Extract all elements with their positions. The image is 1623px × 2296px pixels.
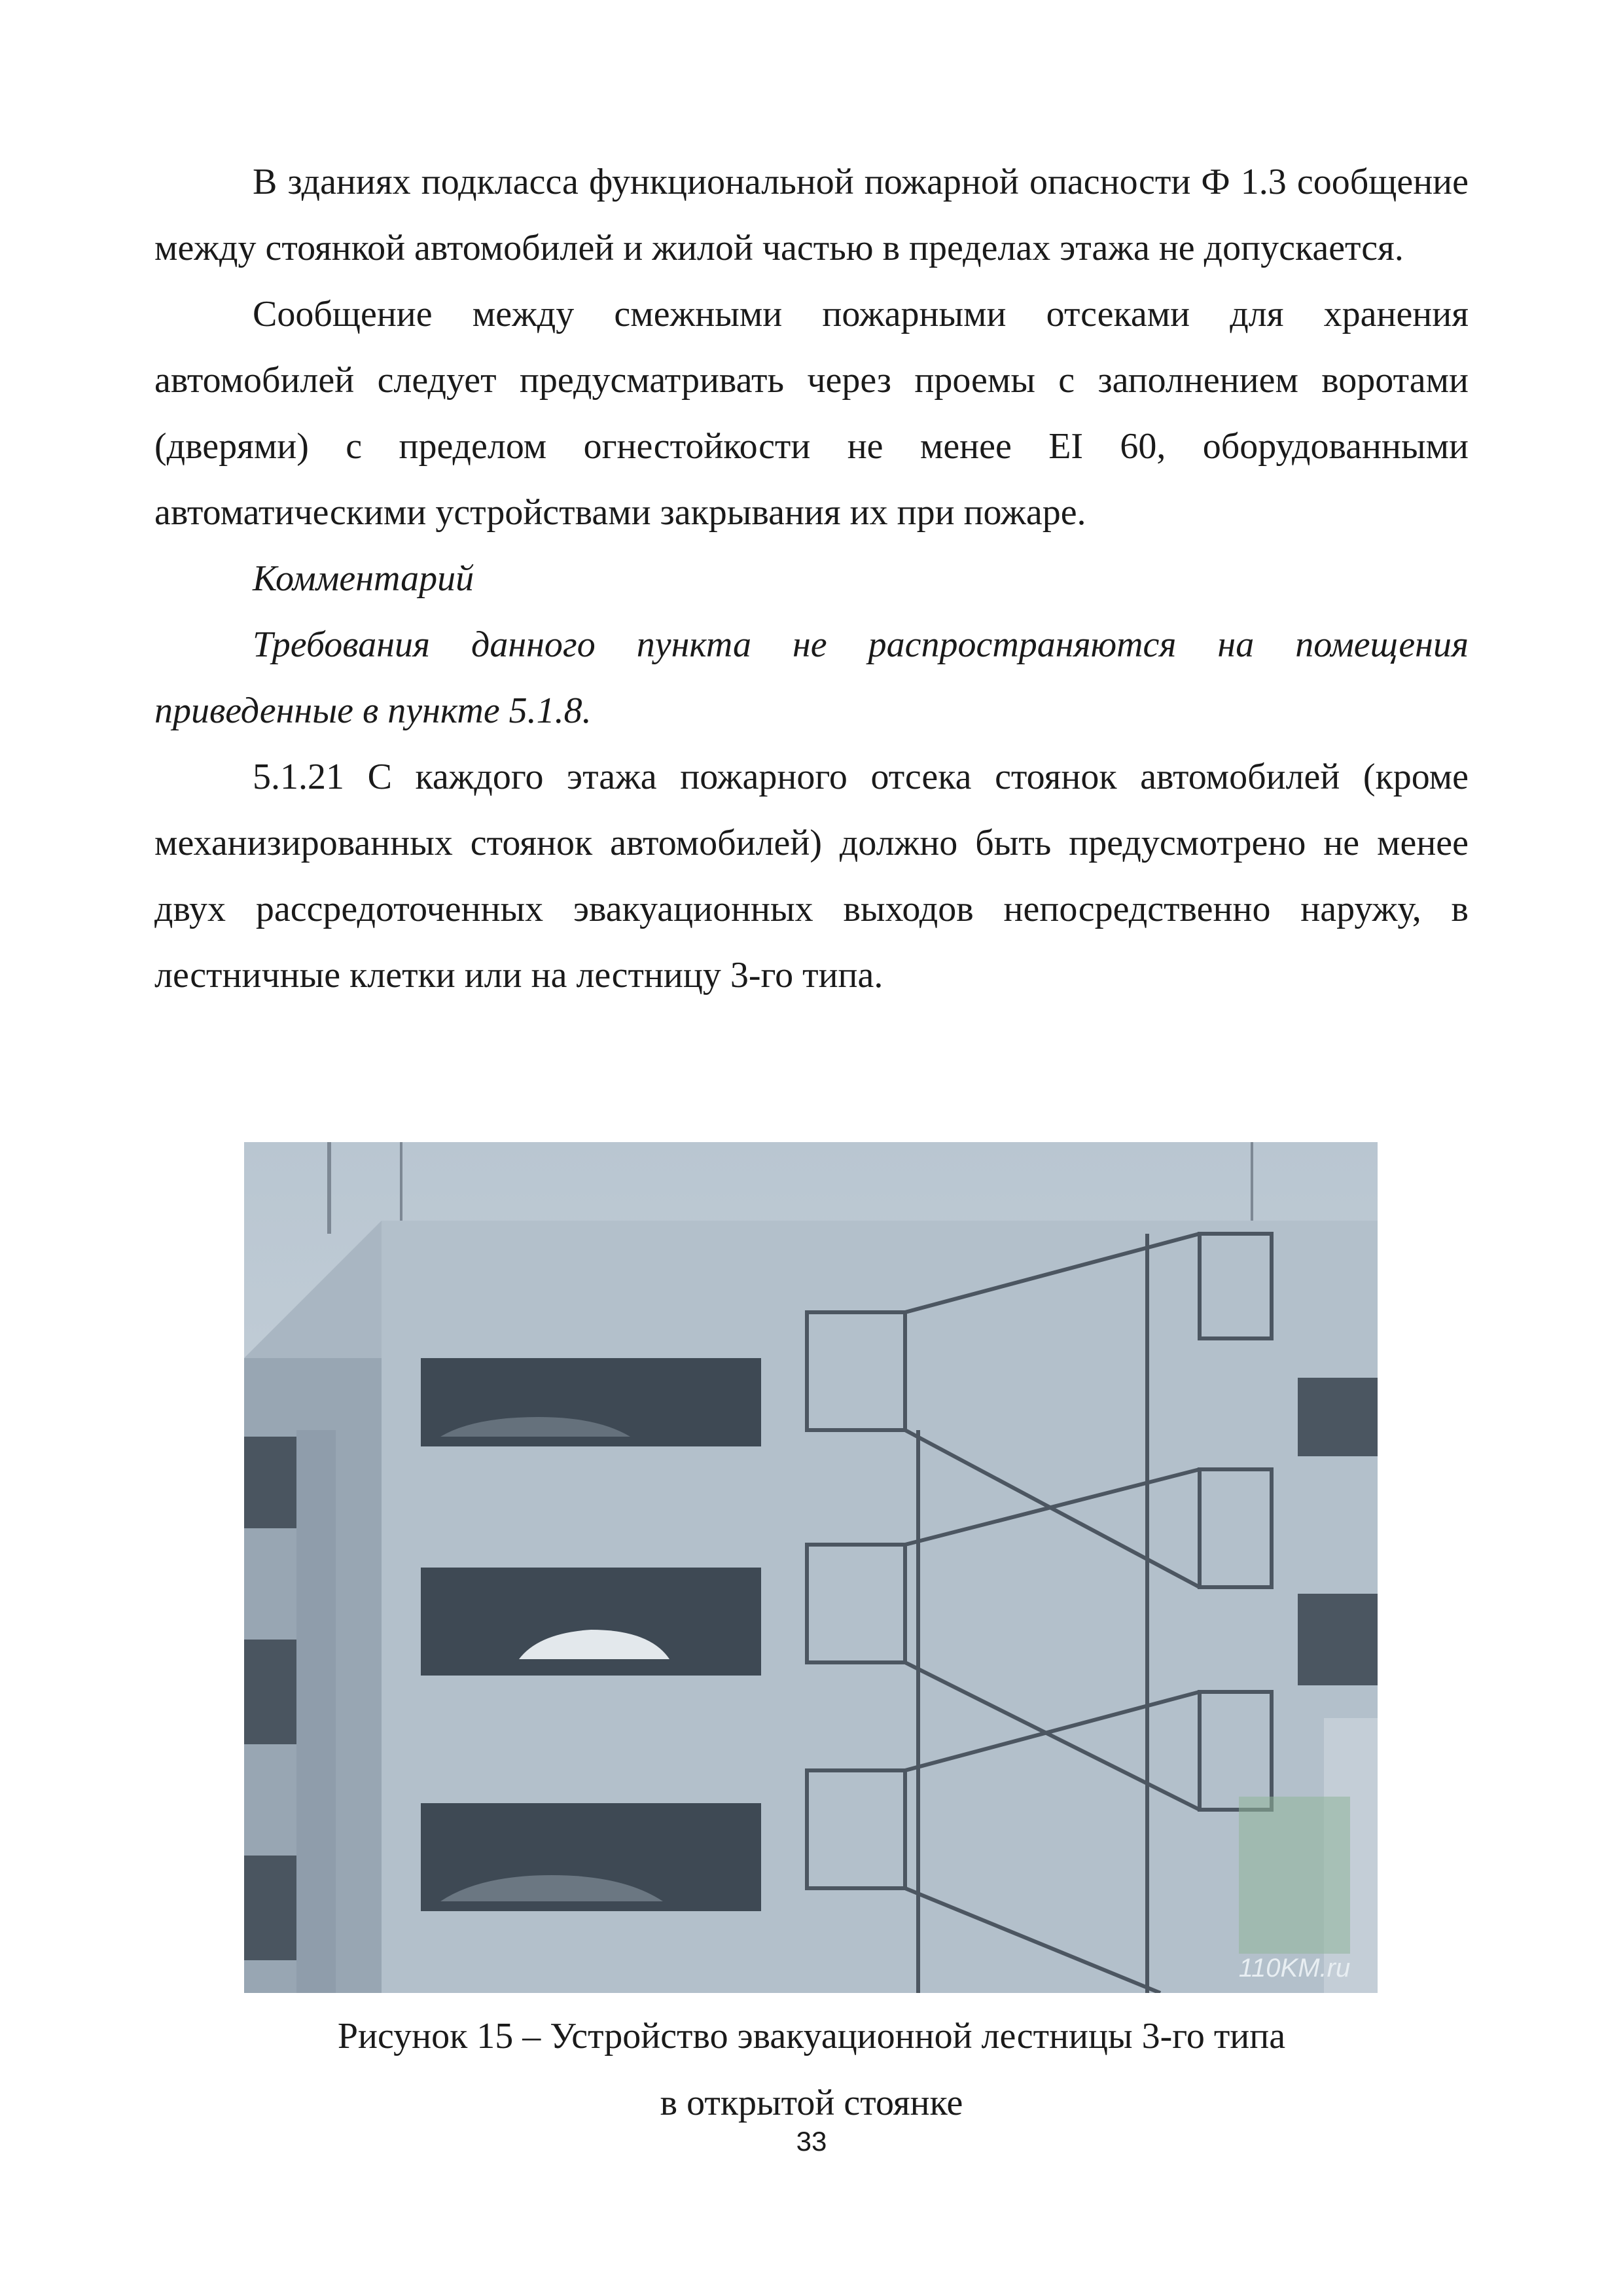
page-number: 33 (796, 2126, 827, 2157)
watermark-text: 110KM.ru (1238, 1954, 1351, 1982)
comment-heading: Комментарий (253, 558, 474, 599)
caption-line-1: Рисунок 15 – Устройство эвакуационной лестницы 3-го типа (337, 2016, 1286, 2056)
body-text (154, 149, 1469, 1009)
caption-line-2: в открытой стоянке (660, 2083, 963, 2123)
watermark-logo-icon (1239, 1797, 1350, 1954)
paragraph-5-1-21: 5.1.21 С каждого этажа пожарного отсека стоянок автомобилей (кроме механизированных стоянок автомобилей) должно быть предусмотрено не менее двух рассредоточенных эвакуационных выходов непосредственно наружу, в лестничные клетки или на лестницу 3-го типа. (154, 757, 1469, 996)
comment-text: Требования данного пункта не распространяются на помещения приведенные в пункте 5.1.8. (154, 624, 1469, 731)
photo-illustration (244, 1142, 1378, 1993)
paragraph-1: В зданиях подкласса функциональной пожарной опасности Ф 1.3 сообщение между стоянкой автомобилей и жилой частью в пределах этажа не допускается. (154, 162, 1469, 268)
paragraph-2: Сообщение между смежными пожарными отсеками для хранения автомобилей следует предусматривать через проемы с заполнением воротами (дверями) с пределом огнестойкости не менее EI 60, оборудованными автоматическими устройствами закрывания их при пожаре. (154, 294, 1469, 533)
figure-parking-staircase-photo (244, 1142, 1378, 1993)
figure-caption (154, 2003, 1469, 2136)
